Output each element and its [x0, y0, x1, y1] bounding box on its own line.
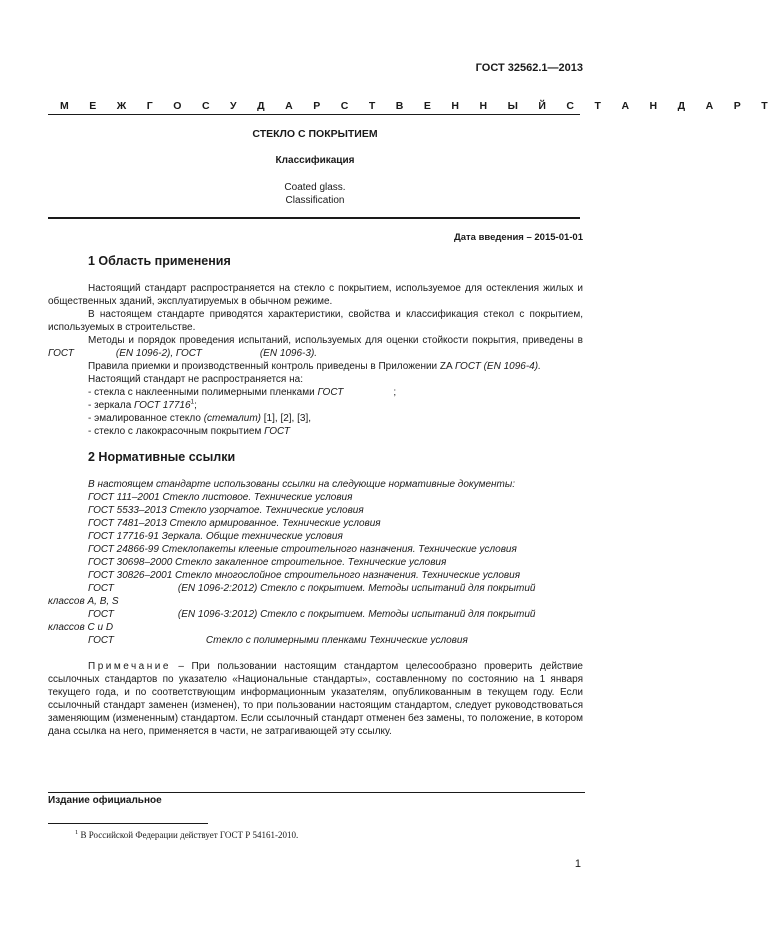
gost-ref: ГОСТ [175, 348, 202, 359]
paragraph-text: Правила приемки и производственный контроль приведены в Приложении ZA [88, 361, 455, 372]
gost-ref: ГОСТ 17716 [134, 400, 191, 411]
note-label: Примечание [88, 661, 171, 672]
list-item [48, 425, 583, 438]
reference-continuation: классов C и D [48, 622, 114, 633]
gost-ref: ГОСТ [88, 609, 114, 620]
reference-item [48, 608, 583, 621]
list-text: - зеркала [88, 400, 135, 411]
gost-ref: ГОСТ [48, 348, 74, 359]
list-text: [1], [2], [3], [260, 413, 312, 424]
list-item [48, 386, 583, 399]
paragraph [48, 360, 583, 373]
list-text: ; [393, 387, 397, 398]
reference-item: ГОСТ 30826–2001 Стекло многослойное строительного назначения. Технические условия [88, 570, 521, 581]
footnote [75, 830, 298, 840]
gost-ref: ГОСТ [88, 635, 114, 646]
gost-ref: ГОСТ [264, 426, 291, 437]
document-subtitle: Классификация [275, 155, 355, 166]
edition-label: Издание официальное [48, 795, 162, 806]
section-heading: 1 Область применения [88, 254, 231, 268]
introduction-date: Дата введения – 2015-01-01 [453, 232, 583, 243]
section-2-body [48, 478, 583, 647]
term: (стемалит) [203, 413, 261, 424]
list-text: - стекло с лакокрасочным покрытием [88, 426, 265, 437]
reference-item: ГОСТ 24866-99 Стеклопакеты клееные строительного назначения. Технические условия [88, 544, 517, 555]
standard-type-banner: М Е Ж Г О С У Д А Р С Т В Е Н Н Ы Й С Т А Н Д А Р Т [60, 100, 777, 112]
section-1-body [48, 282, 583, 438]
note-paragraph [48, 660, 583, 738]
document-title: СТЕКЛО С ПОКРЫТИЕМ [252, 128, 378, 140]
reference-text: Стекло с полимерными пленками Технические условия [205, 635, 468, 646]
paragraph: В настоящем стандарте использованы ссылки на следующие нормативные документы: [88, 479, 515, 490]
gost-ref: ГОСТ (EN 1096-4). [454, 361, 541, 372]
paragraph: Настоящий стандарт не распространяется на: [88, 374, 303, 385]
page-number: 1 [574, 858, 581, 870]
paragraph [48, 334, 583, 360]
reference-text: (EN 1096-3:2012) Стекло с покрытием. Методы испытаний для покрытий [177, 609, 536, 620]
reference-continuation: классов A, B, S [48, 596, 119, 607]
list-text: - эмалированное стекло [88, 413, 204, 424]
reference-text: (EN 1096-2:2012) Стекло с покрытием. Методы испытаний для покрытий [177, 583, 536, 594]
title-divider [48, 217, 580, 219]
document-number: ГОСТ 32562.1—2013 [475, 62, 583, 74]
section-heading: 2 Нормативные ссылки [88, 450, 236, 464]
reference-item [48, 582, 583, 595]
reference-item: ГОСТ 7481–2013 Стекло армированное. Технические условия [88, 518, 381, 529]
en-ref: (EN 1096-2), [115, 348, 176, 359]
list-item [48, 399, 583, 412]
list-text: ; [194, 400, 197, 411]
english-title [0, 181, 630, 207]
edition-divider [48, 792, 585, 793]
reference-item [48, 634, 583, 647]
footnote-mark: 1 [75, 829, 79, 836]
note-text: – При пользовании настоящим стандартом целесообразно проверить действие ссылочных стандартов по указателю «Национальные стандарты», составленному по состоянию на 1 января текущего года, и по соответствующим информационным указателям, опубликованным в текущем году. Если ссылочный стандарт заменен (изменен), то при пользовании настоящим стандартом, следует руководствоваться заменяющим (измененным) стандартом. Если ссылочный стандарт отменен без замены, то положение, в котором дана ссылка на него, применяется в части, не затрагивающей эту ссылку. [48, 661, 583, 737]
paragraph-text: Методы и порядок проведения испытаний, используемых для оценки стойкости покрытия, приведены в [88, 335, 583, 346]
paragraph: В настоящем стандарте приводятся характеристики, свойства и классификация стекол с покрытием, используемых в строительстве. [48, 309, 583, 333]
reference-item: ГОСТ 17716-91 Зеркала. Общие технические условия [88, 531, 343, 542]
top-divider [48, 114, 580, 115]
list-text: - стекла с наклеенными полимерными пленками [88, 387, 318, 398]
footnote-text: В Российской Федерации действует ГОСТ Р 54161-2010. [78, 830, 299, 840]
reference-item: ГОСТ 5533–2013 Стекло узорчатое. Технические условия [88, 505, 364, 516]
english-title-line: Coated glass. [284, 182, 346, 193]
footnote-divider [48, 823, 208, 824]
note-block [48, 660, 583, 738]
english-title-line: Classification [285, 195, 345, 206]
gost-ref: ГОСТ [317, 387, 344, 398]
gost-ref: ГОСТ [88, 583, 114, 594]
en-ref: (EN 1096-3). [259, 348, 318, 359]
reference-item: ГОСТ 111–2001 Стекло листовое. Технические условия [88, 492, 353, 503]
paragraph: Настоящий стандарт распространяется на стекло с покрытием, используемое для остекления жилых и общественных зданий, эксплуатируемых в обычном режиме. [48, 283, 583, 307]
reference-item: ГОСТ 30698–2000 Стекло закаленное строительное. Технические условия [88, 557, 447, 568]
footnote-mark: 1 [190, 398, 195, 406]
list-item [48, 412, 583, 425]
